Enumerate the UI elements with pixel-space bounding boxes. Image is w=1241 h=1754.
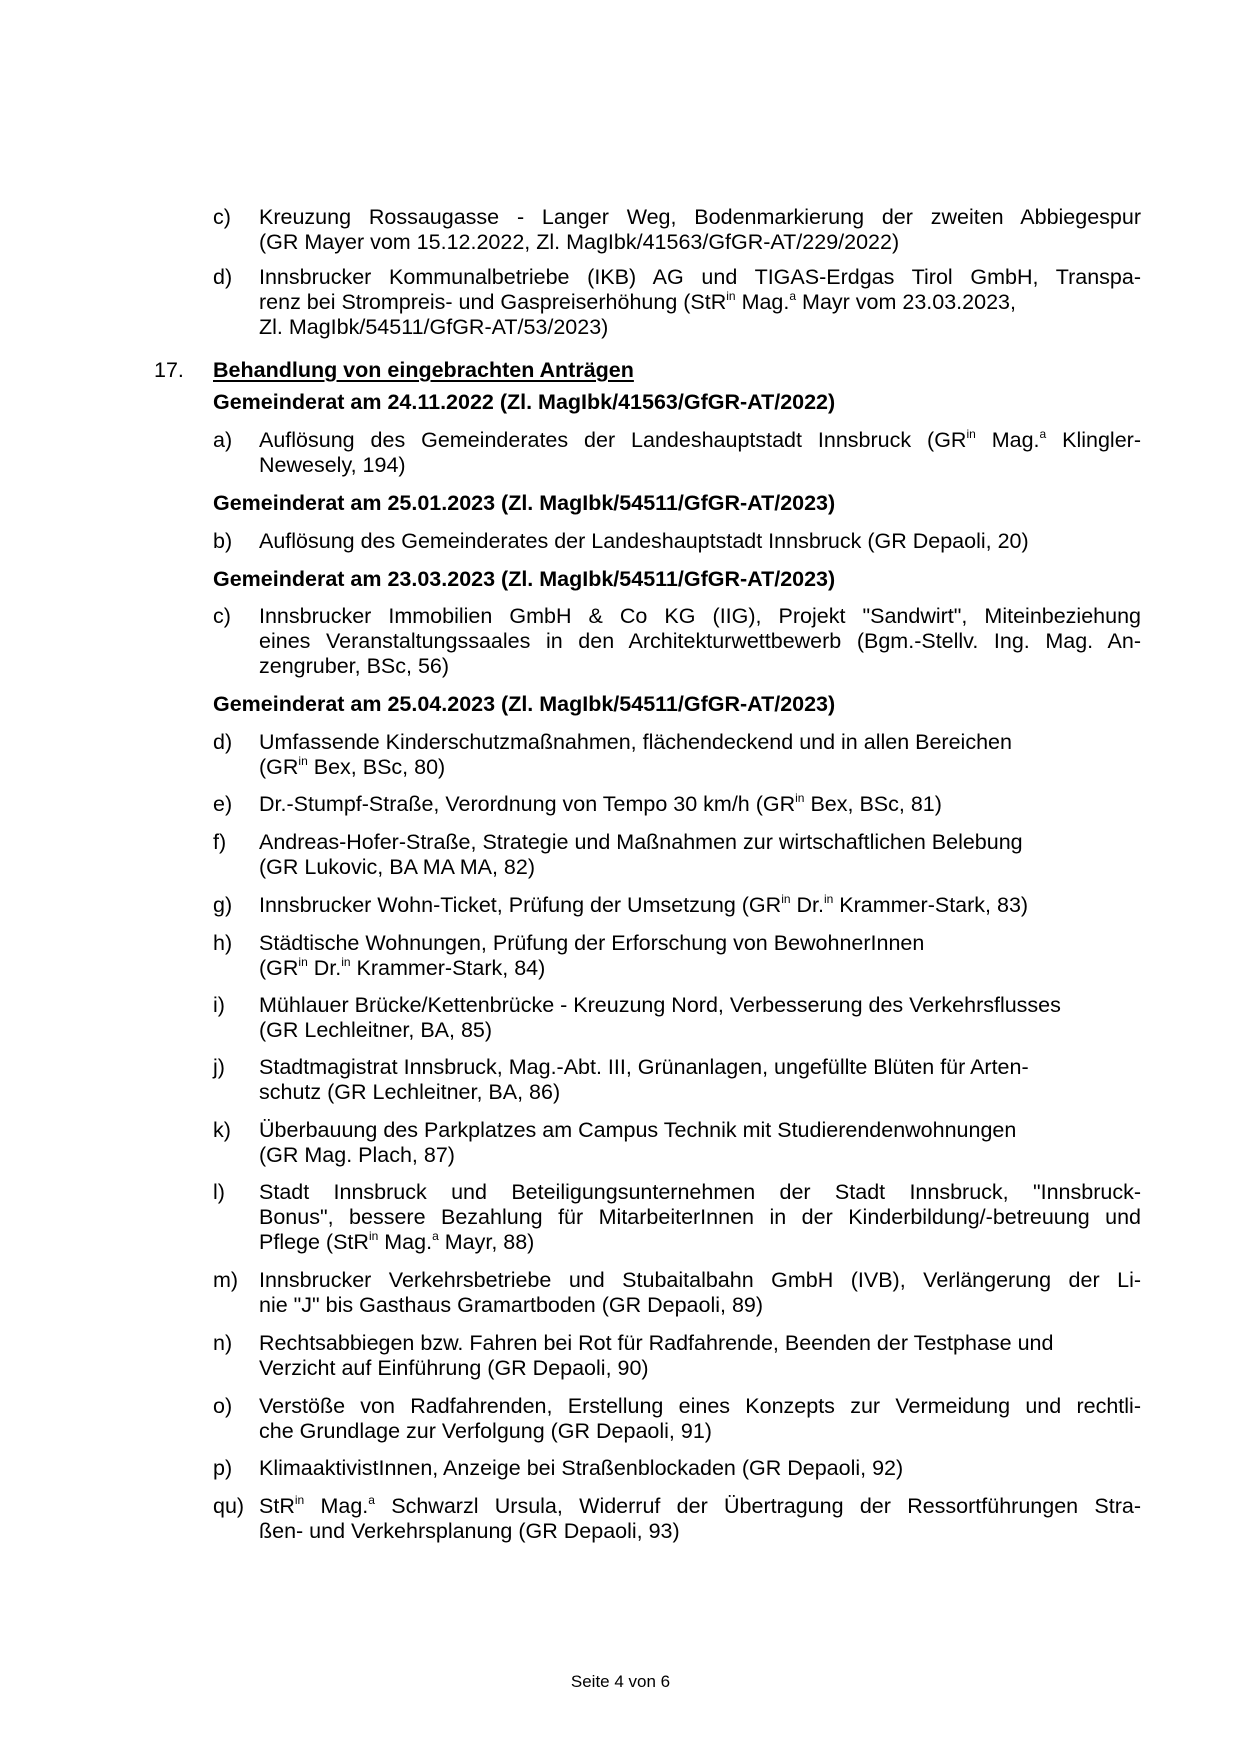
item-line: ($GR^{in}$ Bex, BSc, 80) <box>259 754 446 779</box>
item-text <box>259 205 1141 255</box>
list-item <box>213 830 1141 880</box>
section-title: Behandlung von eingebrachten Anträgen <box>213 358 634 382</box>
item-label: e) <box>213 792 233 816</box>
list-item <box>213 1394 1141 1444</box>
item-line: Verstöße von Radfahrenden, Erstellung eines Konzepts zur Vermeidung und rechtli- <box>259 1394 1141 1418</box>
item-line: Innsbrucker Immobilien GmbH & Co KG (IIG), Projekt "Sandwirt", Miteinbeziehung <box>259 604 1141 628</box>
item-line: schutz (GR Lechleitner, BA, 86) <box>259 1080 561 1104</box>
list-item <box>213 428 1141 478</box>
item-line: Stadtmagistrat Innsbruck, Mag.-Abt. III, Grünanlagen, ungefüllte Blüten für Arten- <box>259 1055 1029 1079</box>
group-heading: Gemeinderat am 25.01.2023 (Zl. MagIbk/54511/GfGR-AT/2023) <box>213 491 836 515</box>
list-item <box>213 205 1141 255</box>
item-label: o) <box>213 1394 233 1418</box>
item-label: qu) <box>213 1494 245 1518</box>
group-heading: Gemeinderat am 24.11.2022 (Zl. MagIbk/41563/GfGR-AT/2022) <box>213 390 836 414</box>
page-footer: Seite 4 von 6 <box>570 1672 671 1691</box>
item-text <box>259 529 1141 554</box>
item-line: Zl. MagIbk/54511/GfGR-AT/53/2023) <box>259 315 609 339</box>
item-line: StR$^{in}$ Mag.$^a$ Schwarzl Ursula, Widerruf der Übertragung der Ressortführungen Stra- <box>259 1493 1141 1518</box>
item-line: renz bei Strompreis- und Gaspreiserhöhung (StR$^{in}$ Mag.$^a$ Mayr vom 23.03.2023, <box>259 289 1016 314</box>
item-line: Rechtsabbiegen bzw. Fahren bei Rot für Radfahrende, Beenden der Testphase und <box>259 1331 1054 1355</box>
item-label: d) <box>213 265 233 289</box>
item-line: Auflösung des Gemeinderates der Landeshauptstadt Innsbruck ($GR^{in}$ Mag.$^a$ Klingler- <box>259 427 1141 452</box>
item-line: Kreuzung Rossaugasse - Langer Weg, Bodenmarkierung der zweiten Abbiegespur <box>259 205 1141 229</box>
list-item <box>213 1118 1141 1168</box>
list-item <box>213 604 1141 679</box>
list-item <box>213 1494 1141 1544</box>
item-text <box>259 1118 1141 1168</box>
list-item <box>213 792 1141 817</box>
group-heading: Gemeinderat am 23.03.2023 (Zl. MagIbk/54511/GfGR-AT/2023) <box>213 567 836 591</box>
item-label: g) <box>213 893 233 917</box>
list-item <box>213 1456 1141 1481</box>
item-line: Andreas-Hofer-Straße, Strategie und Maßnahmen zur wirtschaftlichen Belebung <box>259 830 1023 854</box>
list-item <box>213 1331 1141 1381</box>
item-line: ($GR^{in}$ Dr.$^{in}$ Krammer-Stark, 84) <box>259 955 546 980</box>
list-item <box>213 265 1141 340</box>
item-label: j) <box>213 1055 225 1079</box>
item-text <box>259 931 1141 981</box>
group-heading: Gemeinderat am 25.04.2023 (Zl. MagIbk/54511/GfGR-AT/2023) <box>213 692 836 716</box>
list-item <box>213 730 1141 780</box>
item-text <box>259 1331 1141 1381</box>
list-item <box>213 1268 1141 1318</box>
item-text <box>259 993 1141 1043</box>
item-line: Innsbrucker Kommunalbetriebe (IKB) AG und TIGAS-Erdgas Tirol GmbH, Transpa- <box>259 265 1141 289</box>
item-text <box>259 1494 1141 1544</box>
item-label: m) <box>213 1268 239 1292</box>
item-label: c) <box>213 604 231 628</box>
item-line: Bonus", bessere Bezahlung für MitarbeiterInnen in der Kinderbildung/-betreuung und <box>259 1205 1141 1229</box>
item-text <box>259 428 1141 478</box>
item-line: (GR Mayer vom 15.12.2022, Zl. MagIbk/41563/GfGR-AT/229/2022) <box>259 230 900 254</box>
item-label: d) <box>213 730 233 754</box>
item-label: p) <box>213 1456 233 1480</box>
item-text <box>259 730 1141 780</box>
list-item <box>213 993 1141 1043</box>
item-line: Umfassende Kinderschutzmaßnahmen, flächendeckend und in allen Bereichen <box>259 730 1012 754</box>
item-line: Innsbrucker Wohn-Ticket, Prüfung der Umsetzung ($GR^{in}$ Dr.$^{in}$ Krammer-Stark, 83) <box>259 892 1029 917</box>
item-label: l) <box>213 1180 225 1204</box>
item-text <box>259 830 1141 880</box>
item-text <box>259 1456 1141 1481</box>
item-line: Verzicht auf Einführung (GR Depaoli, 90) <box>259 1356 649 1380</box>
item-label: a) <box>213 428 233 452</box>
item-line: Auflösung des Gemeinderates der Landeshauptstadt Innsbruck (GR Depaoli, 20) <box>259 529 1029 553</box>
item-line: (GR Lukovic, BA MA MA, 82) <box>259 855 536 879</box>
item-line: zengruber, BSc, 56) <box>259 654 450 678</box>
list-item <box>213 931 1141 981</box>
item-line: Innsbrucker Verkehrsbetriebe und Stubaitalbahn GmbH (IVB), Verlängerung der Li- <box>259 1268 1141 1292</box>
item-text <box>259 1180 1141 1255</box>
item-label: h) <box>213 931 233 955</box>
item-label: f) <box>213 830 227 854</box>
item-line: Pflege (StR$^{in}$ Mag.$^a$ Mayr, 88) <box>259 1229 535 1254</box>
item-line: nie "J" bis Gasthaus Gramartboden (GR Depaoli, 89) <box>259 1293 764 1317</box>
item-label: k) <box>213 1118 231 1142</box>
item-text <box>259 893 1141 918</box>
item-line: Newesely, 194) <box>259 453 406 477</box>
item-label: b) <box>213 529 233 553</box>
item-line: (GR Lechleitner, BA, 85) <box>259 1018 493 1042</box>
list-item <box>213 893 1141 918</box>
item-line: Stadt Innsbruck und Beteiligungsunternehmen der Stadt Innsbruck, "Innsbruck- <box>259 1180 1141 1204</box>
section-number: 17. <box>154 358 184 382</box>
item-label: c) <box>213 205 231 229</box>
item-line: Überbauung des Parkplatzes am Campus Technik mit Studierendenwohnungen <box>259 1118 1017 1142</box>
list-item <box>213 529 1141 554</box>
item-line: ßen- und Verkehrsplanung (GR Depaoli, 93) <box>259 1519 680 1543</box>
item-text <box>259 265 1141 340</box>
item-label: i) <box>213 993 225 1017</box>
item-text <box>259 1268 1141 1318</box>
list-item <box>213 1055 1141 1105</box>
item-text <box>259 792 1141 817</box>
item-line: eines Veranstaltungssaales in den Architekturwettbewerb (Bgm.-Stellv. Ing. Mag. An- <box>259 629 1141 653</box>
item-line: (GR Mag. Plach, 87) <box>259 1143 455 1167</box>
item-line: Mühlauer Brücke/Kettenbrücke - Kreuzung Nord, Verbesserung des Verkehrsflusses <box>259 993 1061 1017</box>
item-line: KlimaaktivistInnen, Anzeige bei Straßenblockaden (GR Depaoli, 92) <box>259 1456 904 1480</box>
item-label: n) <box>213 1331 233 1355</box>
item-line: Dr.-Stumpf-Straße, Verordnung von Tempo 30 km/h ($GR^{in}$ Bex, BSc, 81) <box>259 791 942 816</box>
item-text <box>259 1055 1141 1105</box>
item-line: che Grundlage zur Verfolgung (GR Depaoli, 91) <box>259 1419 712 1443</box>
item-line: Städtische Wohnungen, Prüfung der Erforschung von BewohnerInnen <box>259 931 925 955</box>
item-text <box>259 604 1141 679</box>
list-item <box>213 1180 1141 1255</box>
item-text <box>259 1394 1141 1444</box>
